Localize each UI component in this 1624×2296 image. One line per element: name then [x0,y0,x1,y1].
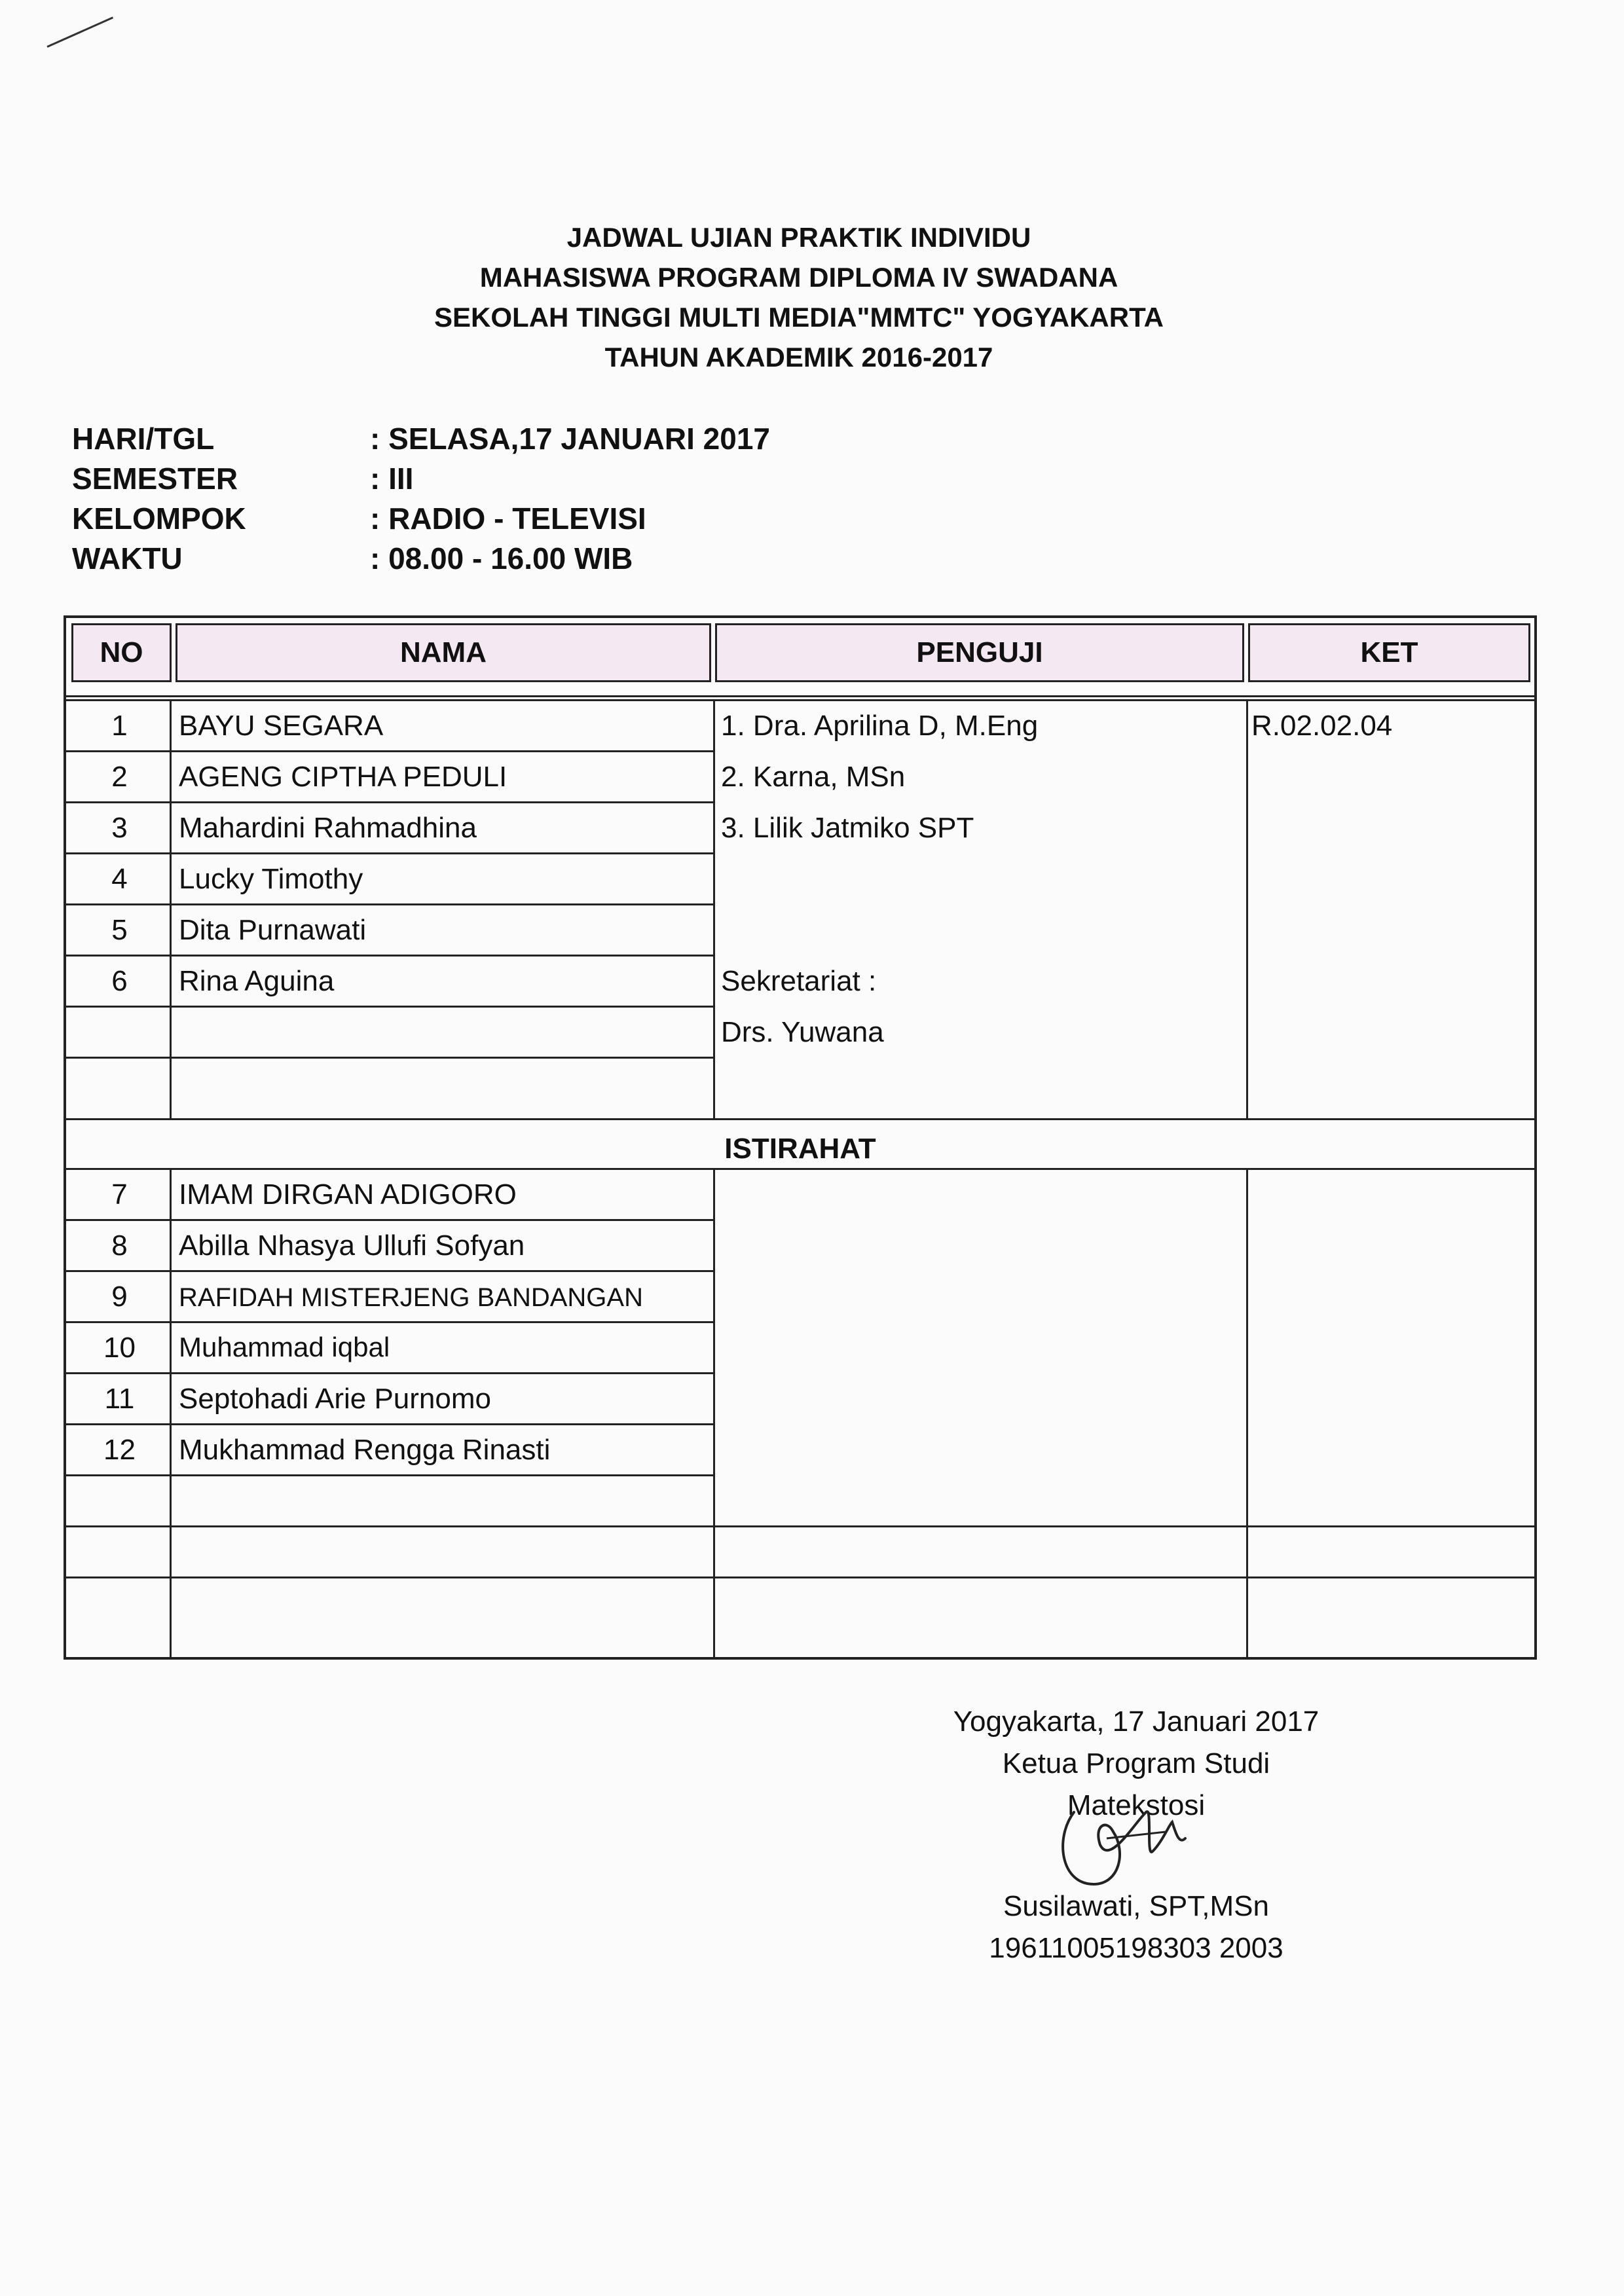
info-label: WAKTU [72,541,183,575]
row-nama: Mahardini Rahmadhina [179,812,477,844]
sekretariat-label: Sekretariat : [721,965,877,997]
row-nama: Abilla Nhasya Ullufi Sofyan [179,1230,525,1262]
row-no: 8 [111,1230,128,1262]
row-nama: BAYU SEGARA [179,710,384,742]
break-top-rule [66,1118,1534,1120]
title-line-4: TAHUN AKADEMIK 2016-2017 [604,342,993,373]
handwritten-signature [1048,1786,1218,1904]
pen-mark [46,16,113,47]
row-no: 10 [103,1332,136,1364]
header-no: NO [71,623,172,682]
info-value: : SELASA,17 JANUARI 2017 [370,422,770,456]
row-rule [66,1057,714,1059]
info-row-date [72,419,770,459]
row-nama: AGENG CIPTHA PEDULI [179,761,507,793]
info-label: HARI/TGL [72,422,215,456]
row-rule [66,1219,714,1221]
signer-nip: 19611005198303 2003 [989,1932,1283,1964]
info-row-time [72,539,770,579]
col-divider [713,1168,715,1660]
row-no: 5 [111,914,128,946]
info-value: : RADIO - TELEVISI [370,501,646,536]
row-rule [66,1576,1534,1578]
title-line-3: SEKOLAH TINGGI MULTI MEDIA"MMTC" YOGYAKARTA [434,302,1164,333]
row-nama: Septohadi Arie Purnomo [179,1383,491,1415]
row-rule [66,750,714,752]
sekretariat-name: Drs. Yuwana [721,1016,884,1048]
info-row-semester [72,459,770,499]
row-rule [66,1006,714,1008]
row-no: 7 [111,1178,128,1211]
penguji-3: 3. Lilik Jatmiko SPT [721,812,974,844]
break-label: ISTIRAHAT [724,1133,876,1165]
signer-position: Ketua Program Studi [1002,1747,1270,1779]
row-no: 1 [111,710,128,742]
row-rule [66,1423,714,1425]
row-nama: IMAM DIRGAN ADIGORO [179,1178,517,1211]
row-no: 12 [103,1434,136,1466]
row-rule [66,1372,714,1374]
schedule-table [64,615,1537,1660]
row-no: 3 [111,812,128,844]
header-penguji: PENGUJI [715,623,1244,682]
info-row-group [72,499,770,539]
title-line-1: JADWAL UJIAN PRAKTIK INDIVIDU [566,222,1031,253]
document-title [0,217,1598,377]
body-top-rule [66,695,1534,697]
row-nama: Dita Purnawati [179,914,367,946]
row-nama: Mukhammad Rengga Rinasti [179,1434,551,1466]
room-code: R.02.02.04 [1251,710,1393,742]
signer-name: Susilawati, SPT,MSn [1003,1890,1269,1922]
info-label: KELOMPOK [72,501,246,536]
body-top-rule-2 [66,699,1534,701]
info-value: : III [370,462,414,496]
row-no: 2 [111,761,128,793]
row-rule [66,1321,714,1323]
title-line-2: MAHASISWA PROGRAM DIPLOMA IV SWADANA [479,262,1118,293]
info-label: SEMESTER [72,462,238,496]
row-no: 4 [111,863,128,895]
row-rule [66,903,714,905]
row-rule [66,955,714,957]
info-value: : 08.00 - 16.00 WIB [370,541,633,575]
row-rule [66,1270,714,1272]
row-no: 9 [111,1281,128,1313]
signer-program: Matekstosi [1067,1789,1206,1821]
row-nama: Muhammad iqbal [179,1332,390,1362]
exam-info [72,419,770,579]
col-divider [1246,699,1248,1118]
header-ket: KET [1248,623,1530,682]
row-nama: Lucky Timothy [179,863,363,895]
place-date: Yogyakarta, 17 Januari 2017 [953,1705,1320,1738]
row-nama: Rina Aguina [179,965,335,997]
row-nama: RAFIDAH MISTERJENG BANDANGAN [179,1283,643,1312]
break-bottom-rule [66,1168,1534,1170]
row-no: 6 [111,965,128,997]
col-divider [1246,1168,1248,1660]
col-divider [713,699,715,1118]
penguji-2: 2. Karna, MSn [721,761,906,793]
row-rule [66,1474,714,1476]
penguji-1: 1. Dra. Aprilina D, M.Eng [721,710,1039,742]
row-rule [66,852,714,854]
row-rule [66,1525,1534,1527]
row-rule [66,801,714,803]
header-nama: NAMA [175,623,711,682]
row-no: 11 [104,1383,135,1415]
